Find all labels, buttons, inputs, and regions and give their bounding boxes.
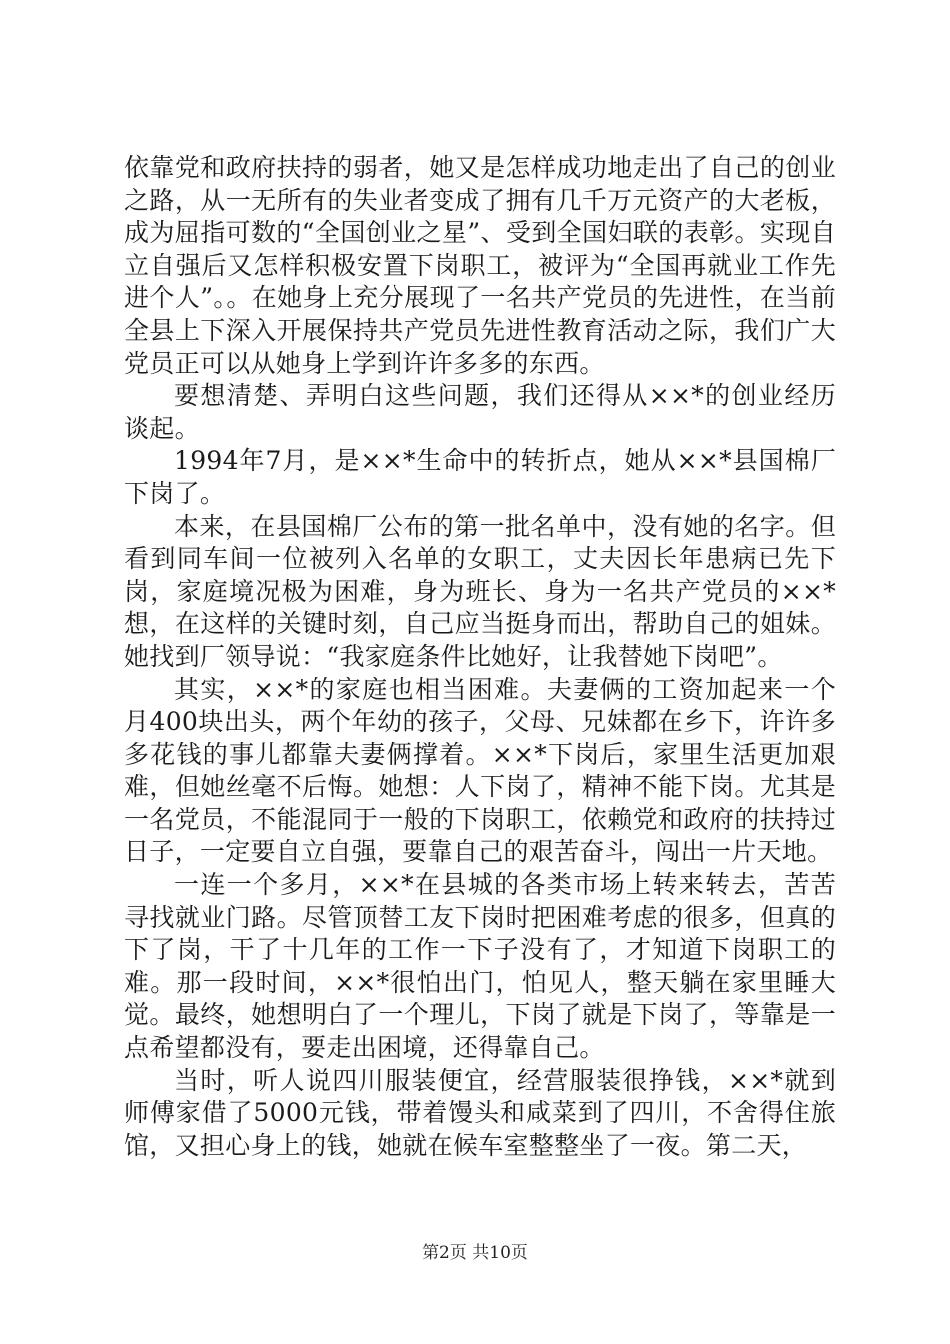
paragraph-5: 其实，××*的家庭也相当困难。夫妻俩的工资加起来一个月400块出头，两个年幼的孩子，父母、兄妹都在乡下，许许多多花钱的事儿都靠夫妻俩撑着。××*下岗后，家里生活更加艰难，但她丝毫不后悔。她想：人下岗了，精神不能下岗。尤其是一名党员，不能混同于一般的下岗职工，依赖党和政府的扶持过日子，一定要自立自强，要靠自己的艰苦奋斗，闯出一片天地。 bbox=[124, 674, 836, 867]
paragraph-4: 本来，在县国棉厂公布的第一批名单中，没有她的名字。但看到同车间一位被列入名单的女职工，丈夫因长年患病已先下岗，家庭境况极为困难，身为班长、身为一名共产党员的××*想，在这样的关键时刻，自己应当挺身而出，帮助自己的姐妹。她找到厂领导说：“我家庭条件比她好，让我替她下岗吧”。 bbox=[124, 511, 836, 671]
paragraph-1: 依靠党和政府扶持的弱者，她又是怎样成功地走出了自己的创业之路，从一无所有的失业者变成了拥有几千万元资产的大老板，成为屈指可数的“全国创业之星”、受到全国妇联的表彰。实现自立自强后又怎样积极安置下岗职工，被评为“全国再就业工作先进个人”。。在她身上充分展现了一名共产党员的先进性，在当前全县上下深入开展保持共产党员先进性教育活动之际，我们广大党员正可以从她身上学到许许多多的东西。 bbox=[124, 153, 836, 378]
paragraph-7: 当时，听人说四川服装便宜，经营服装很挣钱，××*就到师傅家借了5000元钱，带着馒头和咸菜到了四川，不舍得住旅馆，又担心身上的钱，她就在候车室整整坐了一夜。第二天， bbox=[124, 1065, 836, 1160]
paragraph-2: 要想清楚、弄明白这些问题，我们还得从××*的创业经历谈起。 bbox=[124, 381, 836, 443]
document-body bbox=[124, 152, 836, 1162]
paragraph-6: 一连一个多月，××*在县城的各类市场上转来转去，苦苦寻找就业门路。尽管顶替工友下岗时把困难考虑的很多，但真的下了岗，干了十几年的工作一下子没有了，才知道下岗职工的难。那一段时间，××*很怕出门，怕见人，整天躺在家里睡大觉。最终，她想明白了一个理儿，下岗了就是下岗了，等靠是一点希望都没有，要走出困境，还得靠自己。 bbox=[124, 870, 836, 1063]
page-number-footer: 第2页 共10页 bbox=[422, 1243, 528, 1263]
paragraph-3: 1994年7月，是××*生命中的转折点，她从××*县国棉厂下岗了。 bbox=[124, 446, 836, 508]
